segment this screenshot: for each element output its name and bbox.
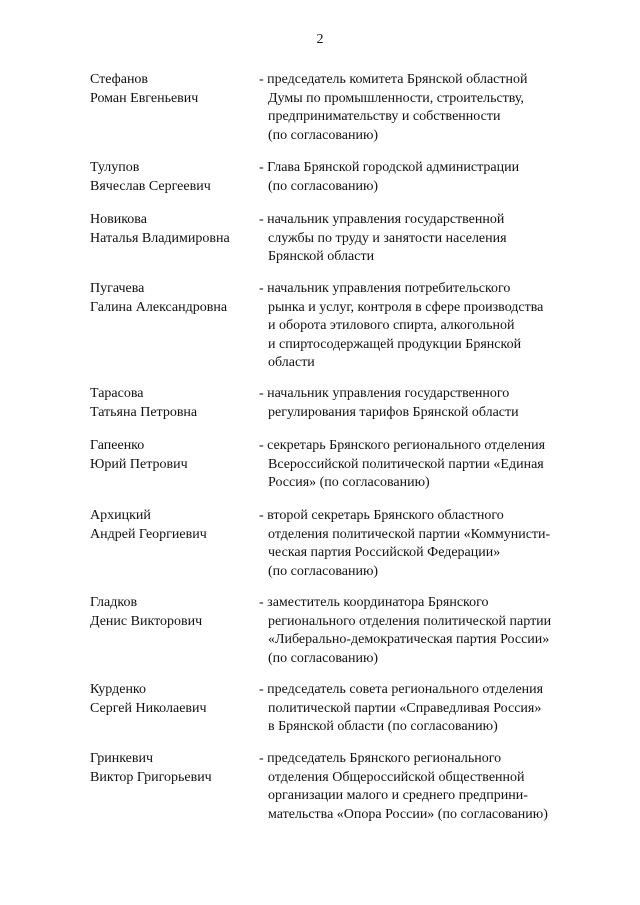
position-line: мательства «Опора России» (по согласованию) (268, 806, 548, 822)
member-surname: Стефанов (90, 72, 149, 87)
position-line: (по согласованию) (268, 563, 379, 579)
member-surname: Гринкевич (90, 751, 154, 766)
position-line: и оборота этилового спирта, алкогольной (268, 318, 515, 333)
position-line: рынка и услуг, контроля в сфере производства (268, 299, 544, 315)
member-given-name: Виктор Григорьевич (90, 769, 212, 785)
member-given-name: Татьяна Петровна (90, 404, 198, 420)
member-surname: Пугачева (90, 281, 145, 296)
member-surname: Гладков (90, 595, 138, 610)
position-line: ческая партия Российской Федерации» (268, 545, 501, 560)
position-line: Всероссийской политической партии «Единая (268, 456, 544, 472)
position-line: и спиртосодержащей продукции Брянской (268, 336, 522, 352)
member-position (259, 280, 589, 373)
position-line: (по согласованию) (268, 178, 379, 194)
member-given-name: Наталья Владимировна (90, 230, 230, 246)
member-position (259, 750, 589, 824)
position-line: - второй секретарь Брянского областного (259, 508, 504, 523)
member-given-name: Сергей Николаевич (90, 700, 207, 716)
member-name (90, 211, 255, 248)
position-line: предпринимательству и собственности (268, 109, 501, 124)
member-surname: Курденко (90, 682, 147, 697)
position-line: регионального отделения политической партии (268, 613, 552, 629)
position-line: - секретарь Брянского регионального отделения (259, 438, 546, 453)
member-name (90, 280, 255, 317)
member-given-name: Юрий Петрович (90, 456, 188, 472)
position-line: политической партии «Справедливая Россия» (268, 700, 542, 716)
member-given-name: Денис Викторович (90, 613, 203, 629)
position-line: - Глава Брянской городской администрации (259, 160, 520, 175)
position-line: Россия» (по согласованию) (268, 475, 430, 490)
member-given-name: Галина Александровна (90, 299, 228, 315)
position-line: - заместитель координатора Брянского (259, 595, 489, 610)
member-given-name: Роман Евгеньевич (90, 90, 199, 106)
member-surname: Архицкий (90, 508, 151, 523)
position-line: - начальник управления потребительского (259, 281, 511, 296)
member-name (90, 681, 255, 718)
position-line: (по согласованию) (268, 127, 379, 143)
position-line: Думы по промышленности, строительству, (268, 90, 525, 106)
member-position (259, 159, 589, 196)
position-line: отделения Общероссийской общественной (268, 769, 525, 785)
member-name (90, 437, 255, 474)
member-position (259, 385, 589, 422)
member-name (90, 159, 255, 196)
position-line: - председатель Брянского регионального (259, 751, 502, 766)
member-given-name: Андрей Георгиевич (90, 526, 207, 542)
position-line: - начальник управления государственного (259, 386, 510, 401)
member-name (90, 385, 255, 422)
position-line: - председатель комитета Брянской областной (259, 72, 528, 87)
member-name (90, 507, 255, 544)
member-position (259, 211, 589, 267)
member-position (259, 507, 589, 581)
member-name (90, 71, 255, 108)
position-line: «Либерально-демократическая партия России» (268, 632, 550, 647)
page-number: 2 (316, 32, 324, 47)
member-position (259, 681, 589, 737)
member-position (259, 594, 589, 668)
position-line: организации малого и среднего предприни- (268, 788, 528, 803)
member-position (259, 437, 589, 493)
member-name (90, 594, 255, 631)
member-position (259, 71, 589, 145)
member-given-name: Вячеслав Сергеевич (90, 178, 211, 194)
position-line: Брянской области (268, 249, 375, 264)
position-line: регулирования тарифов Брянской области (268, 404, 519, 420)
position-line: - начальник управления государственной (259, 212, 505, 227)
position-line: отделения политической партии «Коммунисти- (268, 526, 551, 542)
member-surname: Тулупов (90, 160, 140, 175)
position-line: области (268, 355, 315, 370)
position-line: службы по труду и занятости населения (268, 230, 507, 246)
position-line: (по согласованию) (268, 650, 379, 666)
member-surname: Новикова (90, 212, 147, 227)
member-surname: Тарасова (90, 386, 144, 401)
position-line: в Брянской области (по согласованию) (268, 719, 498, 734)
member-surname: Гапеенко (90, 438, 145, 453)
position-line: - председатель совета регионального отделения (259, 682, 544, 697)
member-name (90, 750, 255, 787)
